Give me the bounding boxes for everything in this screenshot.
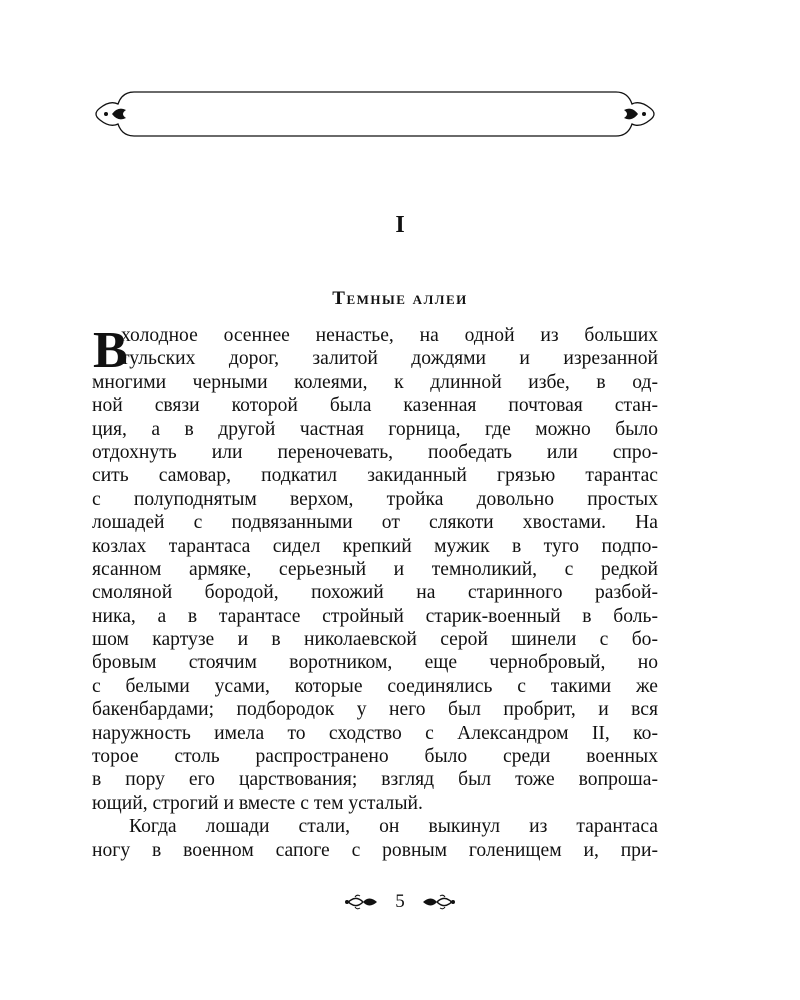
header-ornamental-frame [88,86,662,142]
left-ornament-icon [343,893,379,911]
text-line: Когда лошади стали, он выкинул из тарантаса [129,816,658,838]
text-line: с полуподнятым верхом, тройка довольно простых [92,488,658,510]
text-line: ющий, строгий и вместе с тем усталый. [92,792,423,814]
text-line: ной связи которой была казенная почтовая стан- [92,395,658,417]
text-line: сить самовар, подкатил закиданный грязью тарантас [92,465,658,487]
text-line: бакенбардами; подбородок у него был пробрит, и вся [92,699,658,721]
text-line: козлах тарантаса сидел крепкий мужик в туго подпо- [92,535,658,557]
story-title: Темные аллеи [332,288,468,309]
text-line: шом картузе и в николаевской серой шинели с бо- [92,629,658,651]
text-line: ясанном армяке, серьезный и темноликий, с редкой [92,558,658,580]
text-line: бровым стоячим воротником, еще чернобровый, но [92,652,658,674]
text-line: с белыми усами, которые соединялись с такими же [92,675,658,697]
text-line: холодное осеннее ненастье, на одной из больших [121,325,658,346]
chapter-number: I [395,212,405,238]
text-line: в пору его царствования; взгляд был тоже вопроша- [92,769,658,791]
drop-cap-letter: В [93,322,128,379]
text-line: ция, а в другой частная горница, где можно было [92,418,658,440]
text-line: торое столь распространено было среди военных [92,746,658,768]
text-line: смоляной бородой, похожий на старинного разбой- [92,582,658,604]
right-ornament-icon [421,893,457,911]
text-line: ника, а в тарантасе стройный старик-военный в боль- [92,605,658,627]
text-line: лошадей с подвязанными от слякоти хвостами. На [92,512,658,534]
page-footer [0,888,800,916]
text-line: многими черными колеями, к длинной избе, в од- [92,371,658,393]
text-line: тульских дорог, залитой дождями и изрезанной [121,348,658,370]
text-line: наружность имела то сходство с Александром II, ко- [92,722,658,744]
page-number: 5 [395,891,405,912]
text-line: отдохнуть или переночевать, пообедать или спро- [92,441,658,463]
text-line: ногу в военном сапоге с ровным голенищем и, при- [92,839,658,861]
story-text [92,324,658,862]
